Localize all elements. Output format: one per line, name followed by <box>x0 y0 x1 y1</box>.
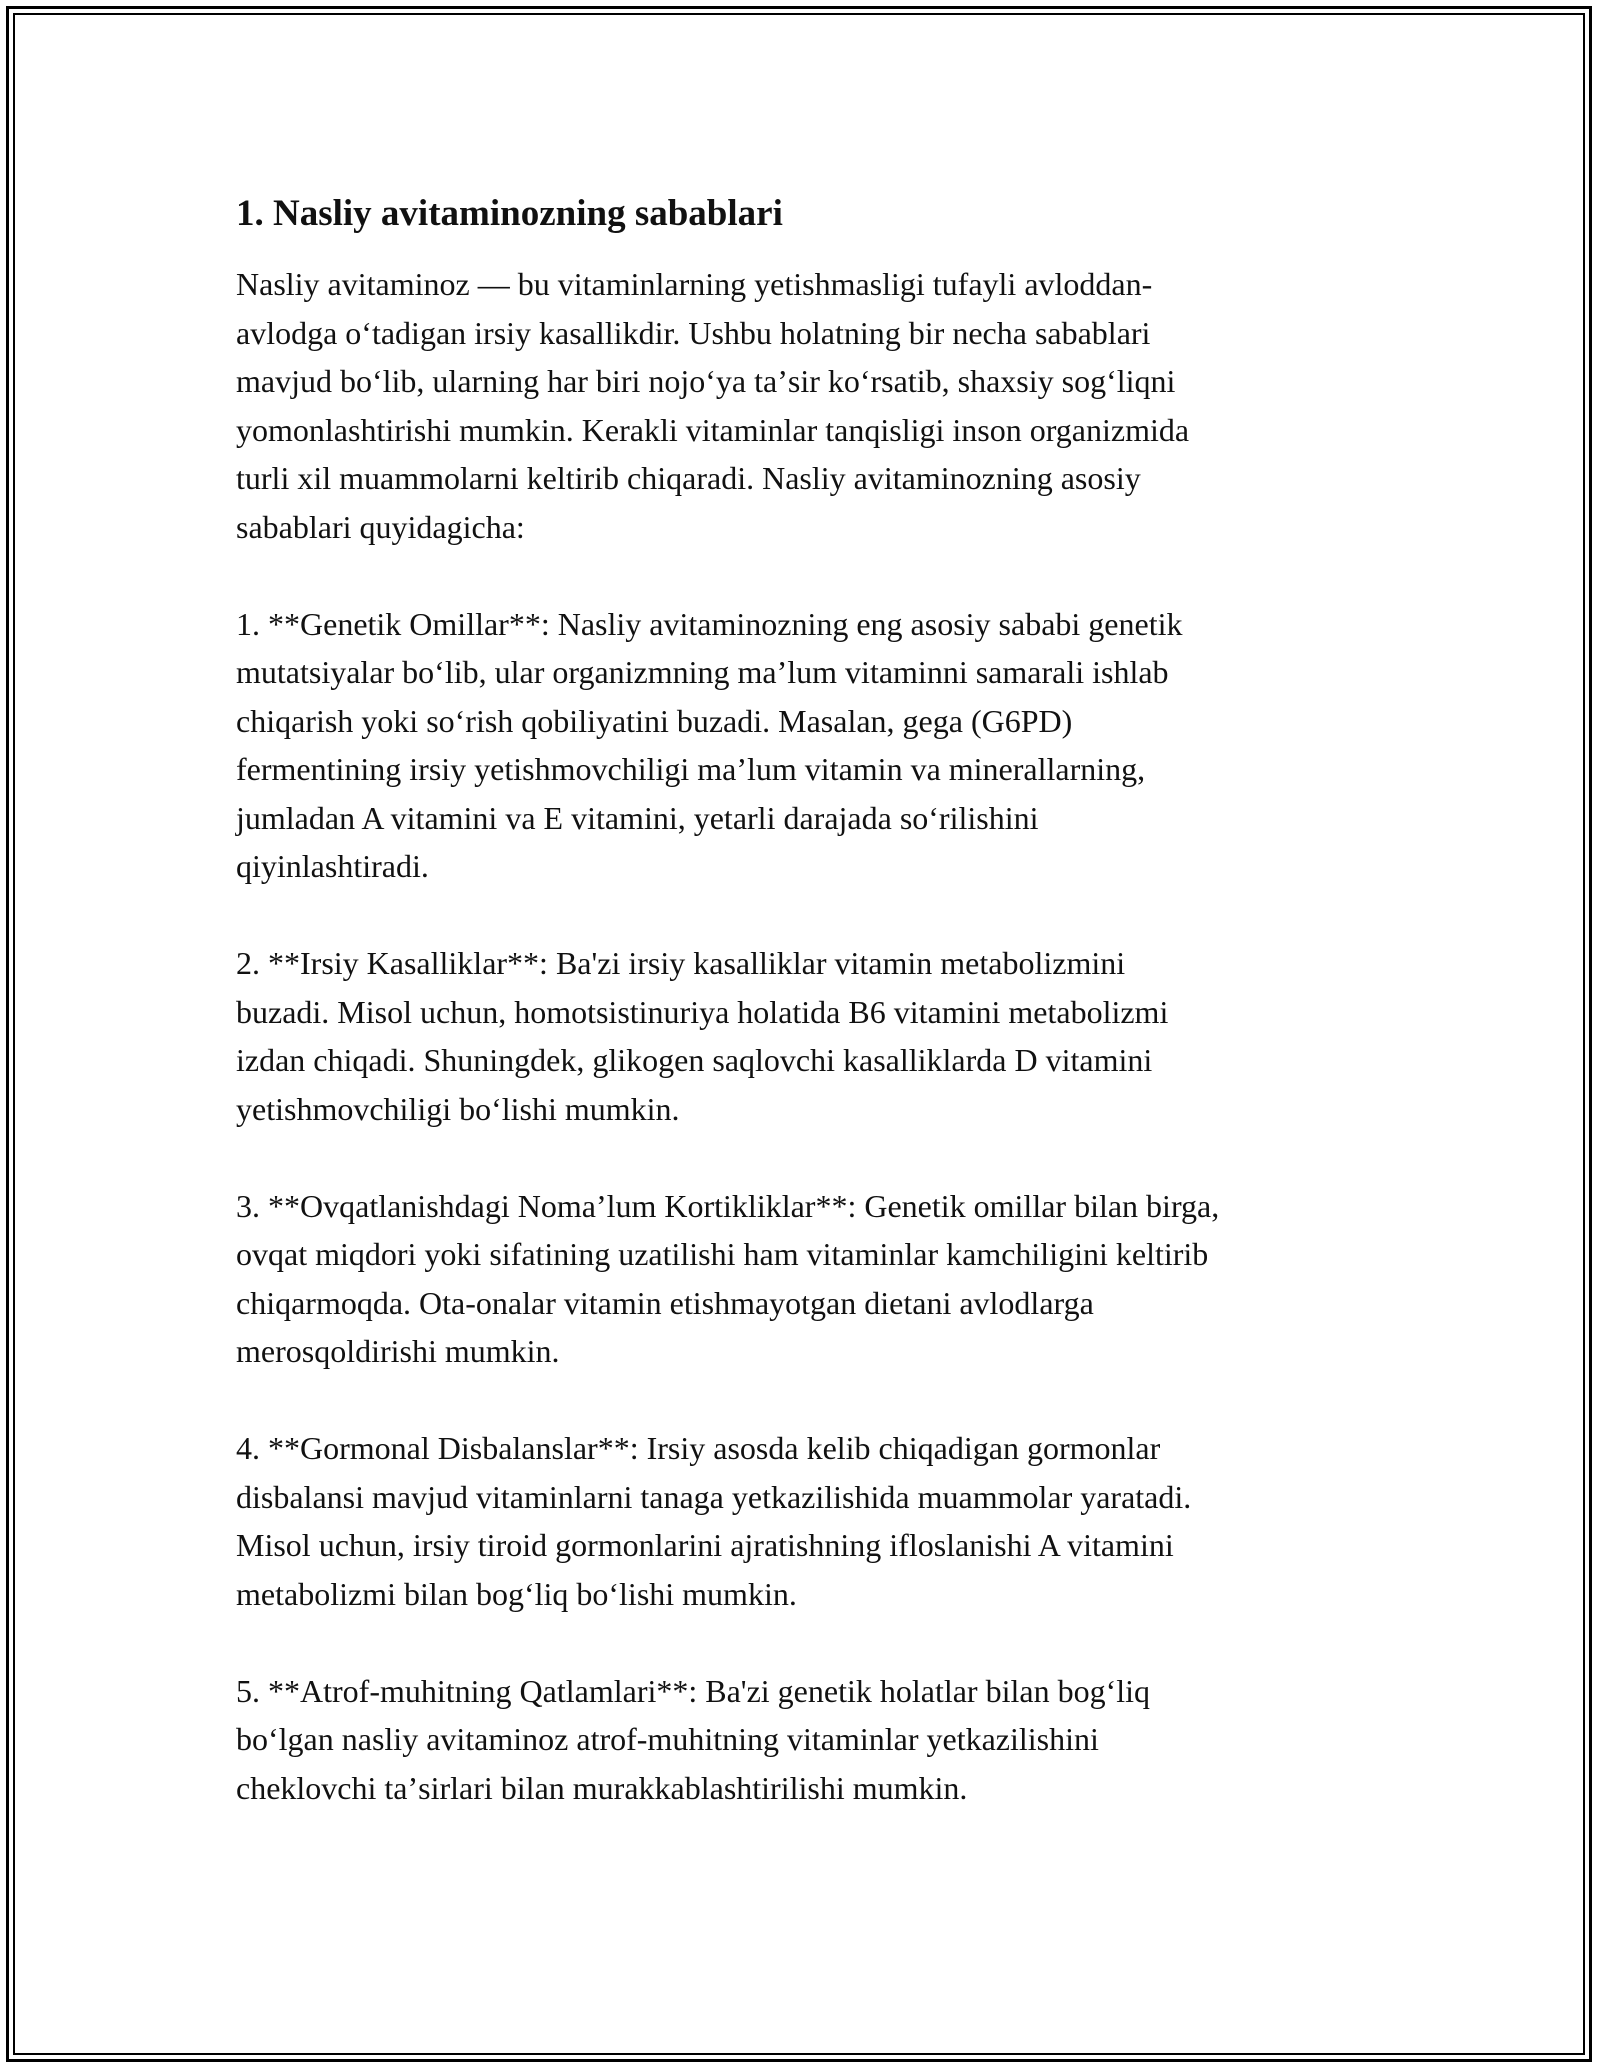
intro-paragraph: Nasliy avitaminoz — bu vitaminlarning yetishmasligi tufayli avloddan- avlodga oʻtadigan irsiy kasallikdir. Ushbu holatning bir necha sabablari mavjud boʻlib, ularning har biri nojoʻya taʼsir koʻrsatib, shaxsiy sogʻliqni yomonlashtirishi mumkin. Kerakli vitaminlar tanqisligi inson organizmida turli xil muammolarni keltirib chiqaradi. Nasliy avitaminozning asosiy sabablari quyidagicha: <box>236 266 1190 545</box>
list-item-environment: 5. **Atrof-muhitning Qatlamlari**: Ba'zi genetik holatlar bilan bogʻliq boʻlgan nasliy avitaminoz atrof-muhitning vitaminlar yetkazilishini cheklovchi taʼsirlari bilan murakkablashtirilishi mumkin. <box>236 1672 1150 1806</box>
document-title: 1. Nasliy avitaminozning sabablari <box>236 193 783 234</box>
list-item-hereditary-diseases: 2. **Irsiy Kasalliklar**: Ba'zi irsiy kasalliklar vitamin metabolizmini buzadi. Misol uchun, homotsistinuriya holatida B6 vitamini metabolizmi izdan chiqadi. Shuningdek, glikogen saqlovchi kasalliklarda D vitamini yetishmovchiligi boʻlishi mumkin. <box>236 945 1169 1127</box>
document-body <box>236 188 1396 1861</box>
list-item-hormonal-imbalance: 4. **Gormonal Disbalanslar**: Irsiy asosda kelib chiqadigan gormonlar disbalansi mavjud vitaminlarni tanaga yetkazilishida muammolar yaratadi. Misol uchun, irsiy tiroid gormonlarini ajratishning ifloslanishi A vitamini metabolizmi bilan bogʻliq boʻlishi mumkin. <box>236 1430 1192 1612</box>
list-item-nutrition: 3. **Ovqatlanishdagi Nomaʼlum Kortikliklar**: Genetik omillar bilan birga, ovqat miqdori yoki sifatining uzatilishi ham vitaminlar kamchiligini keltirib chiqarmoqda. Ota-onalar vitamin etishmayotgan dietani avlodlarga merosqoldirishi mumkin. <box>236 1187 1220 1369</box>
list-item-genetic-factors: 1. **Genetik Omillar**: Nasliy avitaminozning eng asosiy sababi genetik mutatsiyalar boʻlib, ular organizmning maʼlum vitaminni samarali ishlab chiqarish yoki soʻrish qobiliyatini buzadi. Masalan, gega (G6PD) fermentining irsiy yetishmovchiligi maʼlum vitamin va minerallarning, jumladan A vitamini va E vitamini, yetarli darajada soʻrilishini qiyinlashtiradi. <box>236 605 1183 884</box>
